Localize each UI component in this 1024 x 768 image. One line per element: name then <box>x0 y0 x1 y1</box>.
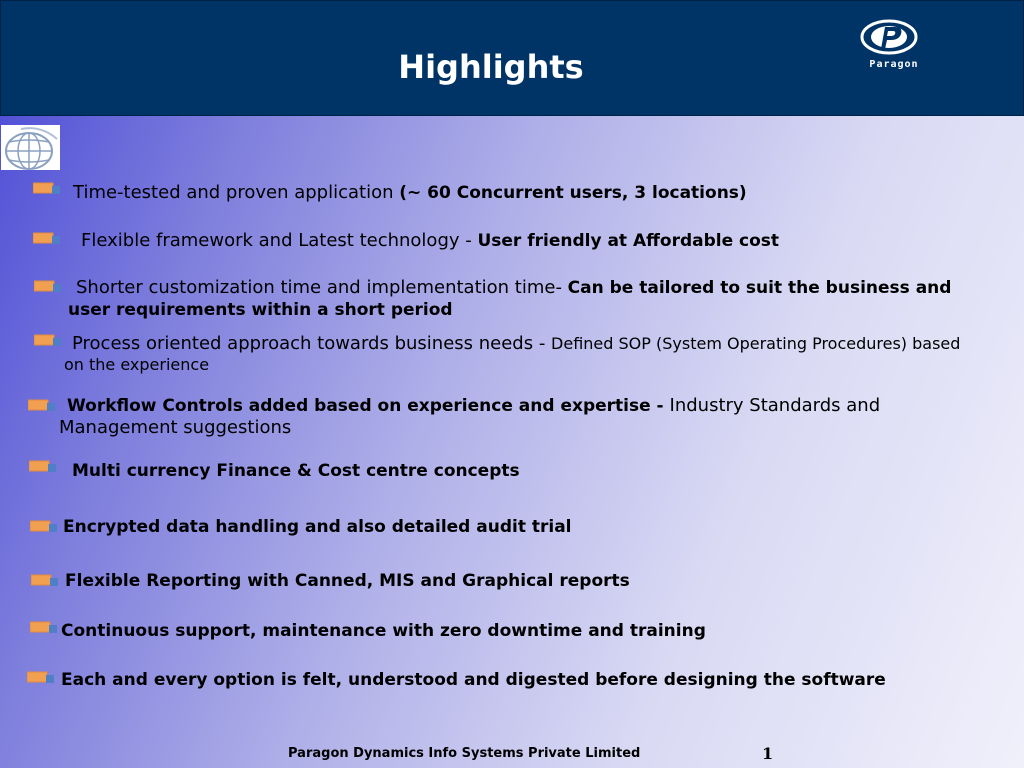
bullet-icon <box>28 398 58 412</box>
globe-icon <box>1 125 60 170</box>
slide-header <box>0 0 1024 116</box>
bullet-icon <box>27 670 57 684</box>
highlight-item <box>61 620 961 642</box>
paragon-logo-icon <box>859 19 929 59</box>
bullet-icon <box>33 181 63 195</box>
item-bold: Workflow Controls added based on experience and expertise - <box>67 396 670 416</box>
item-text: Process oriented approach towards business needs - <box>72 333 552 354</box>
item-bold: Flexible Reporting with Canned, MIS and Graphical reports <box>65 571 630 591</box>
highlight-item <box>68 277 973 321</box>
page-number: 1 <box>762 744 774 763</box>
paragon-logo <box>859 19 929 75</box>
highlight-item <box>59 395 919 438</box>
bullet-icon <box>30 620 60 634</box>
item-text: Flexible framework and Latest technology - <box>81 230 478 251</box>
item-bold: Encrypted data handling and also detailed audit trial <box>63 517 572 537</box>
item-bold: Multi currency Finance & Cost centre concepts <box>72 461 520 481</box>
item-bold: Continuous support, maintenance with zero downtime and training <box>61 621 706 641</box>
item-rest: Industry Standards and Management suggestions <box>59 395 881 438</box>
highlight-item <box>63 516 963 538</box>
highlight-item <box>73 182 973 204</box>
highlight-item <box>72 460 972 482</box>
item-text: Shorter customization time and implementation time- <box>76 277 568 298</box>
bullet-icon <box>34 279 64 293</box>
bullet-icon <box>31 573 61 587</box>
bullet-icon <box>34 333 64 347</box>
item-text: Time-tested and proven application <box>73 182 400 203</box>
item-bold: (~ 60 Concurrent users, 3 locations) <box>399 183 747 203</box>
highlight-item <box>61 669 1001 691</box>
highlight-item <box>81 230 981 252</box>
bullet-icon <box>29 459 59 473</box>
slide-title: Highlights <box>398 48 584 86</box>
item-bold: Each and every option is felt, understood and digested before designing the software <box>61 670 886 690</box>
item-bold: User friendly at Affordable cost <box>477 231 780 251</box>
highlight-item <box>64 333 964 375</box>
logo-text: Paragon <box>869 59 919 70</box>
bullet-icon <box>30 519 60 533</box>
footer-company: Paragon Dynamics Info Systems Private Limited <box>288 746 641 761</box>
item-rest: Defined SOP (System Operating Procedures) based on the experience <box>64 334 961 374</box>
bullet-icon <box>33 231 63 245</box>
item-bold: Can be tailored to suit the business and user requirements within a short period <box>68 278 952 320</box>
highlight-item <box>65 570 965 592</box>
